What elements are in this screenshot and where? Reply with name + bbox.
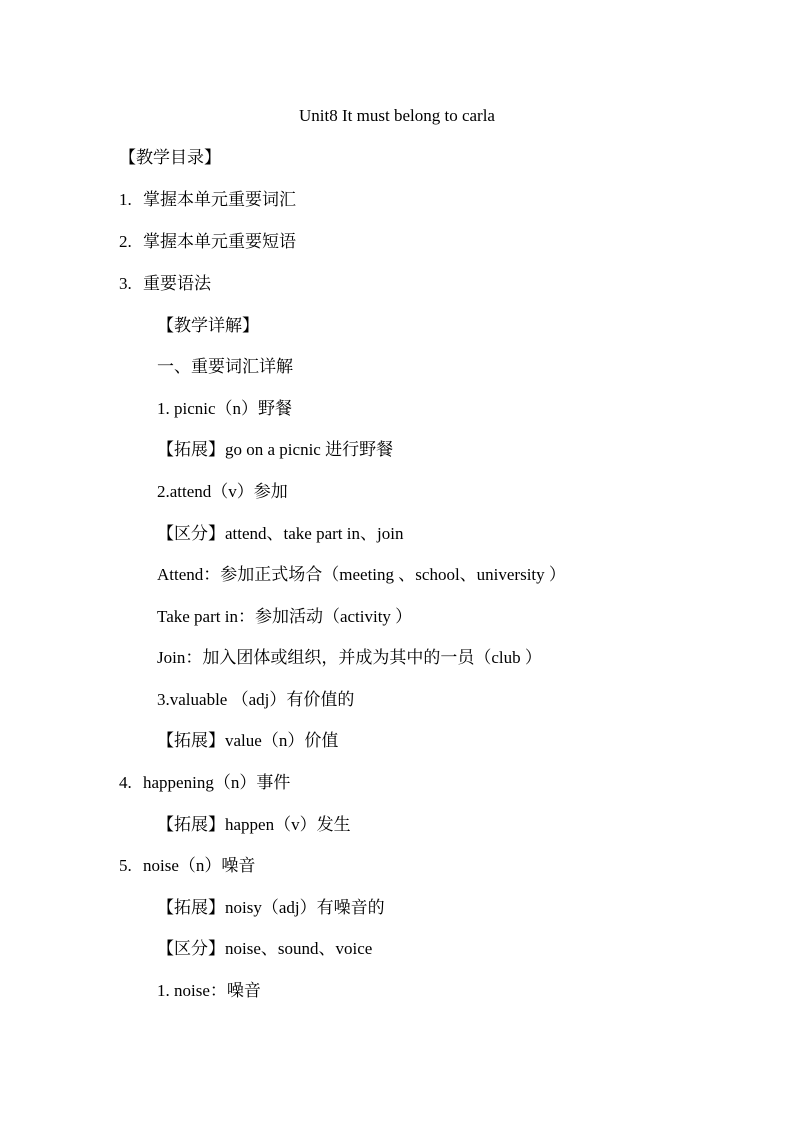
vocab-entry-happening bbox=[119, 773, 290, 793]
vocab-entry-valuable: 3.valuable （adj）有价值的 bbox=[157, 690, 355, 709]
list-item-text: happening（n）事件 bbox=[143, 773, 291, 792]
vocab-entry-attend: 2.attend（v）参加 bbox=[157, 482, 288, 501]
extension-note: 【拓展】value（n）价值 bbox=[157, 731, 339, 750]
list-item-3 bbox=[119, 274, 211, 294]
distinction-note: 【区分】noise、sound、voice bbox=[157, 939, 373, 958]
list-number: 4. bbox=[119, 773, 132, 792]
extension-note: 【拓展】go on a picnic 进行野餐 bbox=[157, 440, 394, 459]
list-number: 5. bbox=[119, 856, 132, 875]
list-item-text: 掌握本单元重要短语 bbox=[143, 232, 296, 251]
document-title: Unit8 It must belong to carla bbox=[299, 106, 495, 125]
definition-line: 1. noise：噪音 bbox=[157, 981, 261, 1000]
distinction-note: 【区分】attend、take part in、join bbox=[157, 524, 404, 543]
definition-line: Attend：参加正式场合（meeting 、school、university ） bbox=[157, 565, 566, 584]
list-item-text: 掌握本单元重要词汇 bbox=[143, 190, 296, 209]
subsection-heading-vocabulary: 一、重要词汇详解 bbox=[157, 357, 293, 376]
list-item-text: 重要语法 bbox=[143, 274, 211, 293]
section-heading-teaching-contents: 【教学目录】 bbox=[119, 148, 221, 167]
list-number: 3. bbox=[119, 274, 132, 293]
list-item-text: noise（n）噪音 bbox=[143, 856, 256, 875]
list-item-2 bbox=[119, 232, 296, 252]
extension-note: 【拓展】happen（v）发生 bbox=[157, 815, 351, 834]
extension-note: 【拓展】noisy（adj）有噪音的 bbox=[157, 898, 385, 917]
list-number: 1. bbox=[119, 190, 132, 209]
vocab-entry-picnic: 1. picnic（n）野餐 bbox=[157, 399, 293, 418]
list-item-1 bbox=[119, 190, 296, 210]
definition-line: Join：加入团体或组织，并成为其中的一员（club ） bbox=[157, 648, 542, 667]
list-number: 2. bbox=[119, 232, 132, 251]
vocab-entry-noise bbox=[119, 856, 255, 876]
definition-line: Take part in：参加活动（activity ） bbox=[157, 607, 413, 626]
section-heading-teaching-details: 【教学详解】 bbox=[157, 316, 259, 335]
